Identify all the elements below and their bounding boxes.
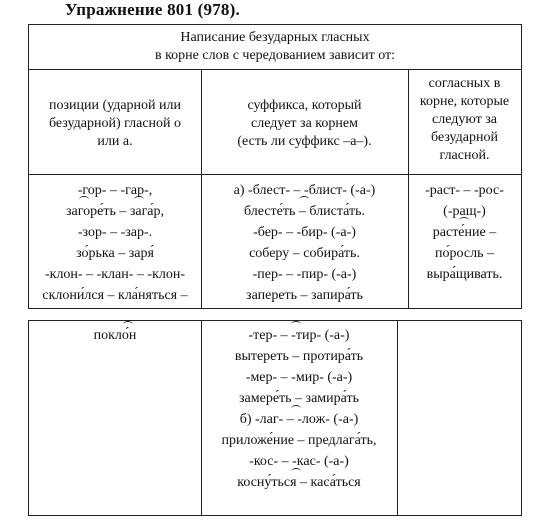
root-arc-mark — [123, 321, 133, 328]
root-arc-mark — [459, 217, 469, 224]
exercise-title: Упражнение 801 (978). — [65, 0, 240, 19]
example-line: -бер- – -бир- (-а-) — [253, 225, 356, 240]
root-arc-mark — [79, 196, 89, 203]
example-line: б) -лаг- – -лож- (-а-) — [239, 412, 359, 427]
column-header-line: гласной. — [439, 148, 490, 163]
example-line: выра́щивать. — [426, 267, 503, 282]
example-line: приложе́ние – предлага́ть, — [221, 433, 377, 448]
example-line: а) -блест- – -блист- (-а-) — [233, 183, 376, 198]
example-line: -гор- – -гар-, — [77, 183, 153, 198]
column-header-line: или а. — [97, 134, 133, 149]
column-header-line: безударной — [431, 130, 498, 145]
header-line: Написание безударных гласных — [180, 30, 370, 45]
example-line: блесте́ть – блиста́ть. — [244, 204, 365, 219]
example-line: замере́ть – замира́ть — [239, 391, 359, 406]
rule-table — [28, 24, 522, 309]
root-arc-mark — [291, 405, 301, 412]
example-line: -тер- – -тир- (-а-) — [248, 328, 350, 343]
example-line: -клон- – -клан- – -клон- — [44, 267, 186, 282]
root-arc-mark — [291, 468, 301, 475]
column-header-consonants — [408, 75, 521, 165]
root-arc-mark — [291, 321, 301, 328]
column-header-line: суффикса, который — [247, 98, 362, 113]
column-header-line: согласных в — [428, 76, 501, 91]
example-line: косну́ться – каса́ться — [237, 475, 361, 490]
example-line: -пер- – -пир- (-а-) — [252, 267, 357, 282]
example-line: запереть – запира́ть — [246, 288, 363, 303]
examples-position-cont — [29, 325, 201, 346]
example-line: по́росль – — [435, 246, 494, 261]
example-line: -мер- – -мир- (-а-) — [245, 370, 353, 385]
column-header-line: (есть ли суффикс –а–). — [237, 134, 372, 149]
continuation-table — [28, 320, 522, 516]
example-line: -кос- – -кас- (-а-) — [249, 454, 349, 469]
example-line: (-ращ-) — [443, 204, 486, 219]
examples-consonants — [408, 180, 521, 285]
root-arc-mark — [299, 196, 309, 203]
example-line: зо́рька – заря́ — [76, 246, 154, 261]
divider — [29, 69, 521, 70]
column-header-line: позиции (ударной или — [48, 98, 182, 113]
example-line: расте́ние – — [432, 225, 497, 240]
divider — [397, 321, 398, 515]
column-header-suffix — [201, 97, 408, 151]
divider — [29, 174, 521, 175]
table-header — [29, 29, 521, 65]
example-line: вытереть – протира́ть — [234, 349, 364, 364]
examples-position — [29, 180, 201, 306]
example-line: соберу – собира́ть. — [249, 246, 360, 261]
example-line: покло́н — [93, 328, 137, 343]
column-header-line: следует за корнем — [251, 116, 358, 131]
root-arc-mark — [134, 196, 144, 203]
column-header-position — [29, 97, 201, 151]
example-line: склони́лся – кла́няться – — [42, 288, 188, 303]
column-header-line: безударной) гласной о — [48, 116, 182, 131]
example-line: загоре́ть – зага́р, — [65, 204, 165, 219]
header-line: в корне слов с чередованием зависит от: — [154, 48, 396, 63]
example-line: -зор- – -зар-. — [77, 225, 153, 240]
column-header-line: корне, которые — [419, 94, 510, 109]
column-header-line: следуют за — [432, 112, 497, 127]
example-line: -раст- – -рос- — [425, 183, 504, 198]
